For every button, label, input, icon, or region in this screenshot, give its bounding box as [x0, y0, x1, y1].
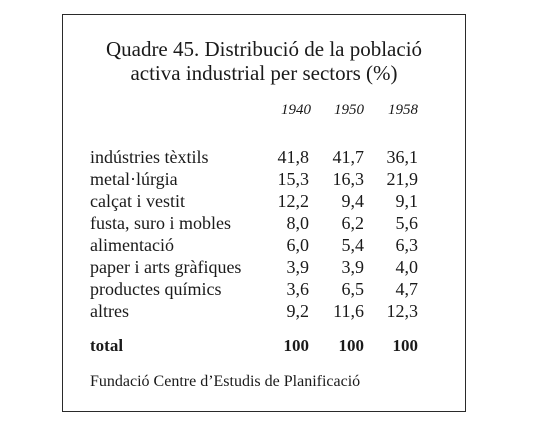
table-title — [63, 37, 465, 85]
year-1958-header: 1958 — [388, 102, 418, 118]
value-1958: 21,9 — [386, 169, 418, 189]
value-1940: 12,2 — [277, 191, 309, 211]
value-1958: 36,1 — [386, 147, 418, 167]
total-1950: 100 — [338, 336, 364, 355]
total-row — [63, 335, 465, 357]
sector-label: paper i arts gràfiques — [90, 257, 242, 277]
sector-label: productes químics — [90, 279, 222, 299]
value-1958: 5,6 — [395, 213, 418, 233]
value-1950: 9,4 — [341, 191, 364, 211]
table-frame — [62, 14, 466, 412]
title-line-2: activa industrial per sectors (%) — [130, 61, 398, 85]
value-1950: 16,3 — [332, 169, 364, 189]
table-row — [63, 168, 465, 190]
total-1940: 100 — [283, 336, 309, 355]
sector-label: indústries tèxtils — [90, 147, 209, 167]
table-row — [63, 300, 465, 322]
value-1940: 8,0 — [286, 213, 309, 233]
title-line-1: Quadre 45. Distribució de la població — [105, 37, 423, 61]
value-1950: 5,4 — [341, 235, 364, 255]
total-label: total — [90, 336, 124, 355]
table-row — [63, 190, 465, 212]
sector-label: fusta, suro i mobles — [90, 213, 231, 233]
value-1958: 6,3 — [395, 235, 418, 255]
value-1940: 9,2 — [286, 301, 309, 321]
year-1940-header: 1940 — [281, 102, 311, 118]
sector-label: calçat i vestit — [90, 191, 185, 211]
sector-label: altres — [90, 301, 129, 321]
value-1950: 11,6 — [333, 301, 364, 321]
value-1958: 12,3 — [386, 301, 418, 321]
value-1940: 3,6 — [286, 279, 309, 299]
value-1940: 15,3 — [277, 169, 309, 189]
total-1958: 100 — [392, 336, 418, 355]
value-1958: 4,7 — [395, 279, 418, 299]
table-row — [63, 146, 465, 168]
table-row — [63, 278, 465, 300]
year-1950-header: 1950 — [334, 102, 364, 118]
value-1958: 9,1 — [395, 191, 418, 211]
value-1940: 6,0 — [286, 235, 309, 255]
value-1950: 41,7 — [332, 147, 364, 167]
table-row — [63, 256, 465, 278]
sector-label: metal·lúrgia — [90, 169, 178, 189]
value-1950: 6,5 — [341, 279, 364, 299]
table-row — [63, 234, 465, 256]
sector-label: alimentació — [90, 235, 174, 255]
value-1950: 3,9 — [341, 257, 364, 277]
value-1958: 4,0 — [395, 257, 418, 277]
value-1940: 3,9 — [286, 257, 309, 277]
value-1940: 41,8 — [277, 147, 309, 167]
table-row — [63, 212, 465, 234]
value-1950: 6,2 — [341, 213, 364, 233]
source-note: Fundació Centre d’Estudis de Planificació — [90, 373, 361, 390]
